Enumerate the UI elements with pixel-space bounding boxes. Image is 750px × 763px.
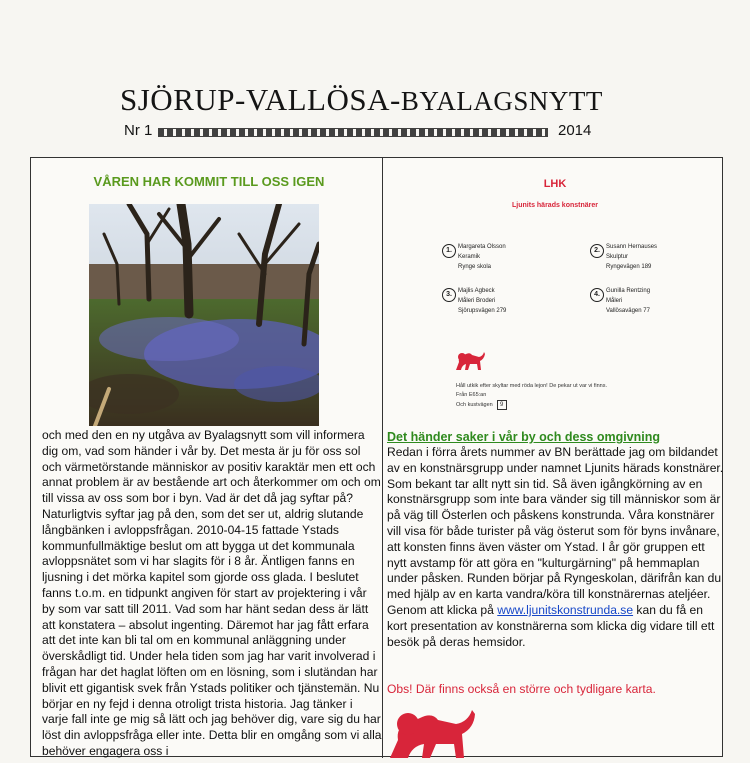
left-heading: VÅREN HAR KOMMIT TILL OSS IGEN (93, 174, 325, 189)
right-body-text: Redan i förra årets nummer av BN berättade jag om bildandet av en konstnärsgrupp under namnet Ljunits härads konstnärer. Som bekant tar allt nytt sin tid. Så även igångkörning av en konstnärsgrupp som inte bara vänder sig till människor som är på väg till Österlen och påskens konstrunda. Våra konstnärer vill visa för både turister på väg österut som för byns invånare, att konsten finns även väster om Ystad. I år gör gruppen ett nytt avstamp för att göra en "kulturgärning" på hemmaplan under påsken. Runden börjar på Ryngeskolan, därifrån kan du med hjälp av en karta vandra/köra till konstnärernas ateljéer. Genom att klicka på (387, 445, 724, 617)
artist-number: 4. (590, 288, 604, 302)
decorative-rule (158, 128, 548, 137)
map-note: Obs! Där finns också en större och tydligare karta. (387, 682, 656, 696)
artist-entry (446, 286, 588, 316)
artist-entry (446, 242, 588, 272)
red-lion-icon (452, 348, 486, 374)
artist-name: Gunilla Rentzing (606, 288, 651, 294)
lhk-title: LHK (543, 178, 567, 190)
lhk-note-line: Håll utkik efter skyltar med röda lejon! De pekar ut var vi finns. (456, 383, 608, 389)
title-part-1: SJÖRUP-VALLÖSA- (120, 82, 401, 117)
artist-number: 3. (442, 288, 456, 302)
issue-number: Nr 1 (124, 122, 153, 139)
issue-year: 2014 (558, 122, 592, 139)
route-number-box: 9 (497, 400, 507, 410)
artist-number: 2. (590, 244, 604, 258)
lhk-directions (456, 382, 706, 410)
lhk-flyer (390, 162, 720, 414)
content-frame (30, 157, 723, 757)
artist-name: Margareta Olsson (458, 244, 506, 250)
artist-craft: Måleri (606, 298, 623, 304)
artist-name: Susann Hernauses (606, 244, 658, 250)
artist-name: Majlis Agbeck (458, 288, 495, 294)
artist-craft: Keramik (458, 254, 481, 260)
right-heading: Det händer saker i vår by och dess omgivning (387, 430, 661, 444)
artist-place: Sjörupsvägen 279 (458, 308, 507, 314)
lhk-subtitle: Ljunits härads konstnärer (512, 202, 598, 209)
artist-place: Ryngevägen 189 (606, 264, 652, 270)
artist-entry (594, 242, 736, 272)
artist-place: Rynge skola (458, 264, 492, 270)
right-body-text-end: kan du få en kort presentation av konstnärerna som klicka dig vidare till ett besök på deras hemsidor. (387, 602, 715, 649)
artist-place: Vallösavägen 77 (606, 308, 650, 314)
spring-garden-photo (89, 204, 319, 426)
lhk-note-line: Och kustvägen 9 (456, 400, 706, 410)
artist-number: 1. (442, 244, 456, 258)
konstrunda-link[interactable]: www.ljunitskonstrunda.se (497, 602, 634, 617)
newsletter-title (120, 82, 640, 118)
artist-craft: Måleri Broderi (458, 298, 496, 304)
artist-craft: Skulptur (606, 254, 629, 260)
artist-entry (594, 286, 736, 316)
left-article-body: och med den en ny utgåva av Byalagsnytt som vill informera dig om, vad som händer i vår by. Det mesta är ju för oss sol och värmetörstande människor av positiv karaktär men ett och annat problem är av bestående art och återkommer om och om till vissa av oss som bor i byn. Vad är det då jag syftar på? Naturligtvis syftar jag på den, som det ser ut, aldrig slutande långbänken i avloppsfrågan. 2010-04-15 fattade Ystads kommunfullmäktige beslut om att bygga ut det kommunala avloppsnätet som vi har slagits för i 8 år. Äntligen fanns en ljusning i det mörka kapitel som gjorde oss glada. I beslutet fanns t.o.m. en tidpunkt angiven för start av projektering i vår by som var satt till 2011. Vad som har hänt sedan dess är lätt att konstatera – absolut ingenting. Däremot har jag fått erfara att det inte kan bli tal om en kommunal anläggning under överskådligt tid. Under hela tiden som jag har varit involverad i frågan har det haglat löften om en lösning, som i slutändan har blivit ett gigantisk svek från Ystads politiker och tjänstemän. Nu börjar en ny fejd i denna otroligt trista historia. Jag tänker i varje fall inte ge mig så lätt och jag behöver dig, vare sig du har löst din avloppsfråga eller inte. Detta blir en omgång som vi alla behöver engagera oss i (42, 428, 382, 758)
issue-row (124, 122, 604, 140)
title-part-2: BYALAGSNYTT (400, 86, 603, 116)
right-article-body (387, 445, 725, 650)
column-divider (382, 158, 383, 758)
lhk-note-line: Från E65:an (456, 392, 487, 398)
